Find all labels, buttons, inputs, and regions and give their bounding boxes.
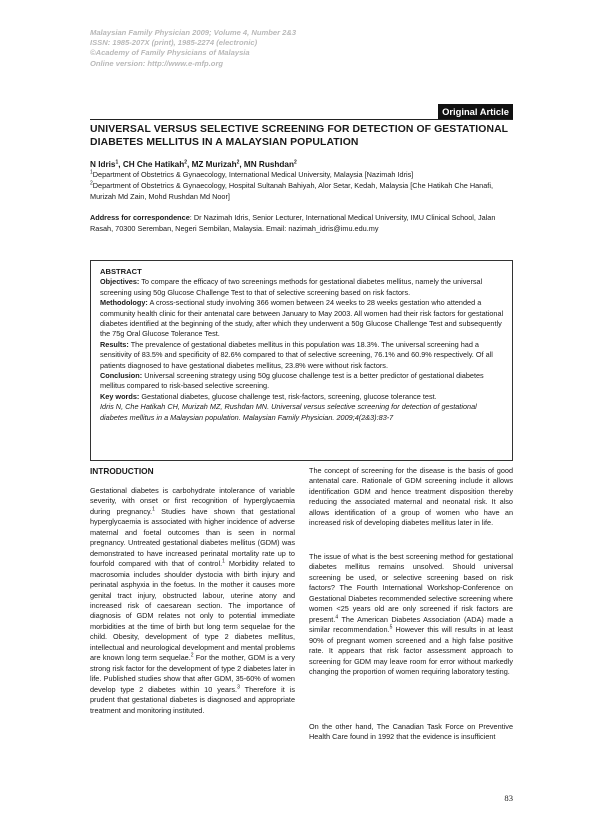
author-list xyxy=(90,160,513,169)
journal-citation-line: Malaysian Family Physician 2009; Volume 4, Number 2&3 xyxy=(90,28,297,37)
journal-online-line: Online version: http://www.e-mfp.org xyxy=(90,58,224,68)
methodology-text: A cross-sectional study involving 366 women between 24 weeks to 28 weeks gestation who attended a community health clinic for their antenatal care between January to May 2003. All women had their risk factors for gestational diabetes identified at the beginning of the study, after which they underwent a 50g Glucose Challenge Test and subsequently the 75g Oral Glucose Tolerance Test. xyxy=(100,298,504,339)
abstract-methodology xyxy=(100,298,504,340)
introduction-paragraph-right-3: On the other hand, The Canadian Task Force on Preventive Health Care found in 1992 that the evidence is insufficient xyxy=(309,722,513,742)
header-divider xyxy=(90,119,513,120)
reference-marker: 2 xyxy=(190,652,194,659)
affiliation-text: Department of Obstetrics & Gynaecology, International Medical University, Malaysia [Nazimah Idris] xyxy=(92,170,414,179)
reference-marker: 5 xyxy=(389,624,393,631)
affiliation-1 xyxy=(90,170,513,181)
body-text: For the mother, GDM is a very strong risk factor for the development of type 2 diabetes later in life. Published studies show that after GDM, 35-60% of women develop type 2 diabetes within 10 years. xyxy=(90,653,295,694)
reference-marker: 3 xyxy=(237,684,240,691)
author-affil-marker: 2 xyxy=(293,159,297,166)
article-title: UNIVERSAL VERSUS SELECTIVE SCREENING FOR DETECTION OF GESTATIONAL DIABETES MELLITUS IN A MALAYSIAN POPULATION xyxy=(90,124,508,148)
methodology-label: Methodology: xyxy=(100,298,148,308)
abstract-keywords xyxy=(100,392,504,402)
body-text: Gestational diabetes is carbohydrate intolerance of variable severity, with onset or first recognition of hyperglycaemia during pregnancy. xyxy=(90,486,295,516)
abstract-objectives xyxy=(100,277,504,298)
correspondence-label: Address for correspondence xyxy=(90,213,190,222)
body-text: The issue of what is the best screening method for gestational diabetes mellitus remains unsolved. Should universal screening be used, or selective screening based on risk factors? The Fourth International Workshop-Conference on Gestational Diabetes recommended selective screening where women <25 years old are only screened if risk factors are present. xyxy=(309,552,513,624)
affiliation-text: Department of Obstetrics & Gynaecology, Hospital Sultanah Bahiyah, Alor Setar, Kedah, Malaysia [Che Hatikah Che Hanafi, Murizah Md Zain, Mohd Rushdan Md Noor] xyxy=(90,181,493,201)
affiliation-marker: 1 xyxy=(90,169,93,176)
journal-issn-line: ISSN: 1985-207X (print), 1985-2274 (electronic) xyxy=(90,38,258,48)
body-text: Morbidity related to macrosomia includes shoulder dystocia with birth injury and perinatal asphyxia in the foetus. In the mother it causes more genital tract injury, obstructed labour, uterine atony and increased risk of caesarean section. The importance of diagnosis of GDM relates not only to potential immediate morbidities at the time of birth but long term sequelae for the child. Obesity, development of type 2 diabetes mellitus, intellectual and neurological development and mental problems are known long term sequelae. xyxy=(90,559,295,663)
correspondence xyxy=(90,213,513,234)
citation-text: Idris N, Che Hatikah CH, Murizah MZ, Rushdan MN. Universal versus selective screening for detection of gestational diabetes mellitus in a Malaysian population. Malaysian Family Physician. 2009;4(2&3):83-7 xyxy=(100,402,477,422)
introduction-paragraph-right-2 xyxy=(309,552,513,677)
author-name: N Idris xyxy=(90,160,116,169)
journal-copyright-line: ©Academy of Family Physicians of Malaysia xyxy=(90,48,250,58)
article-type-badge: Original Article xyxy=(438,104,513,119)
abstract-conclusion xyxy=(100,371,504,392)
author-name: , MN Rushdan xyxy=(239,160,294,169)
abstract-results xyxy=(100,340,504,371)
author-name: , MZ Murizah xyxy=(187,160,237,169)
body-text: Therefore it is prudent that gestational diabetes is diagnosed and appropriate treatment and monitoring instituted. xyxy=(90,684,295,715)
correspondence-text: : Dr Nazimah Idris, Senior Lecturer, International Medical University, IMU Clinical School, Jalan Rasah, 70300 Seremban, Negeri Sembilan, Malaysia. Email: nazimah_idris@imu.edu.my xyxy=(90,213,496,233)
introduction-paragraph-left xyxy=(90,486,295,716)
affiliation-marker: 2 xyxy=(90,180,93,187)
objectives-label: Objectives: xyxy=(100,277,140,287)
journal-header xyxy=(90,28,490,69)
abstract-heading: ABSTRACT xyxy=(100,267,142,276)
conclusion-label: Conclusion: xyxy=(100,371,143,381)
author-affil-marker: 1 xyxy=(115,159,119,166)
author-affil-marker: 2 xyxy=(184,159,188,166)
affiliation-2 xyxy=(90,181,513,202)
keywords-label: Key words: xyxy=(100,391,140,401)
keywords-text: Gestational diabetes, glucose challenge test, risk-factors, screening, glucose tolerance test. xyxy=(139,391,437,401)
results-text: The prevalence of gestational diabetes mellitus in this population was 18.3%. The universal screening had a sensitivity of 83.5% and specificity of 82.6% compared to that of selective screening, 76.1% and 60.9% respectively. Of all patients diagnosed to have gestational diabetes mellitus, 23.8% were without risk factors. xyxy=(100,339,493,370)
introduction-heading: INTRODUCTION xyxy=(90,466,154,476)
reference-marker: 4 xyxy=(335,614,339,621)
conclusion-text: Universal screening strategy using 50g glucose challenge test is a better predictor of gestational diabetes mellitus compared to risk-based selective screening. xyxy=(100,371,484,391)
page-number: 83 xyxy=(504,793,513,803)
introduction-paragraph-right-1: The concept of screening for the disease is the basis of good antenatal care. Rationale of GDM screening include it allows identification GDM and hence treatment disposition thereby reducing the associated maternal and neonatal risk. It also allows identification of a group of women who have an increased risk of developing diabetes mellitus later in life. xyxy=(309,466,513,528)
abstract-citation xyxy=(100,402,504,423)
results-label: Results: xyxy=(100,339,129,349)
abstract-box xyxy=(90,260,513,461)
objectives-text: To compare the efficacy of two screenings methods for gestational diabetes mellitus, namely the universal screening using 50g Glucose Challenge Test to that of selective screening based on risk factors. xyxy=(100,277,483,297)
author-name: , CH Che Hatikah xyxy=(118,160,185,169)
author-affil-marker: 2 xyxy=(236,159,240,166)
reference-marker: 1 xyxy=(222,558,225,565)
body-text: However this will results in at least 90% of pregnant women screened and a high false positive rate. It appears that risk factor assessment approach to screening for GDM may leave room for error without markedly changing the proportion of women requiring laboratory testing. xyxy=(309,625,513,676)
body-text: The American Diabetes Association (ADA) made a similar recommendation. xyxy=(309,614,513,635)
body-text: Studies have shown that gestational hyperglycaemia is associated with higher incidence of adverse maternal and foetal outcomes than is seen in normal pregnancy. Untreated gestational diabetes mellitus (GDM) was demonstrated to have increased perinatal mortality rate up to fourfold compared with that of control. xyxy=(90,506,295,569)
reference-marker: 1 xyxy=(152,506,155,513)
